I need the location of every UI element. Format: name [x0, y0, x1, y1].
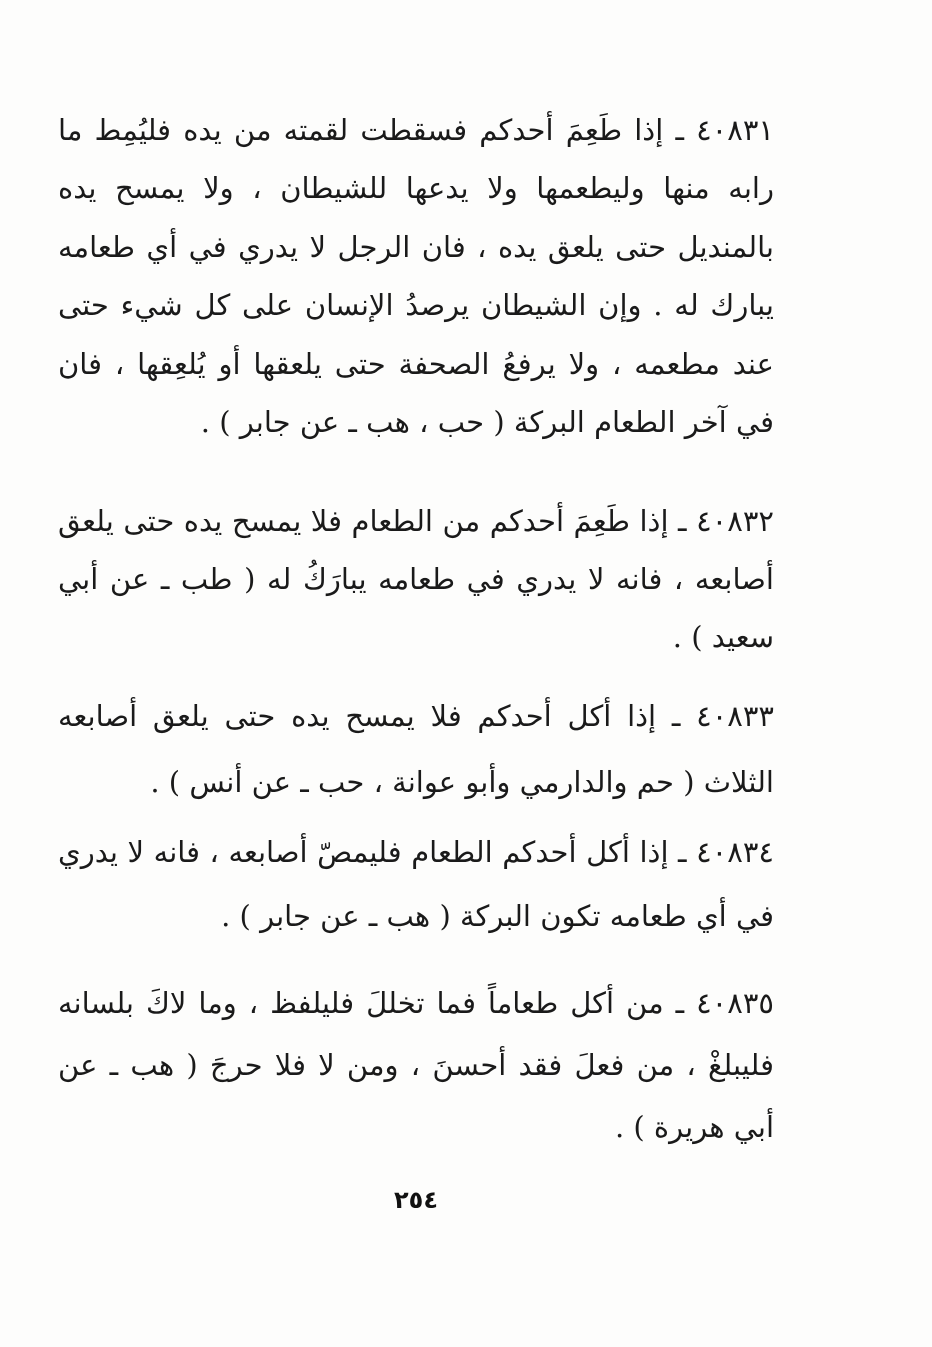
hadith-40832: ٤٠٨٣٢ ـ إذا طَعِمَ أحدكم من الطعام فلا يمسح يده حتى يلعق أصابعه ، فانه لا يدري في طعامه يبارَكُ له ( طب ـ عن أبي سعيد ) . — [58, 504, 774, 654]
page-number: ٢٥٤ — [394, 1186, 438, 1214]
hadith-40831: ٤٠٨٣١ ـ إذا طَعِمَ أحدكم فسقطت لقمته من يده فليُمِط ما رابه منها وليطعمها ولا يدعها للشيطان ، ولا يمسح يده بالمنديل حتى يلعق يده ، فان الرجل لا يدري في أي طعامه يبارك له . وإن الشيطان يرصدُ الإنسان على كل شيء حتى عند مطعمه ، ولا يرفعُ الصحفة حتى يلعقها أو يُلعِقها ، فان في آخر الطعام البركة ( حب ، هب ـ عن جابر ) . — [58, 113, 774, 440]
hadith-40833: ٤٠٨٣٣ ـ إذا أكل أحدكم فلا يمسح يده حتى يلعق أصابعه الثلاث ( حم والدارمي وأبو عوانة ، حب ـ عن أنس ) . — [58, 699, 775, 799]
hadith-40835: ٤٠٨٣٥ ـ من أكل طعاماً فما تخللَ فليلفظ ، وما لاكَ بلسانه فليبلغْ ، من فعلَ فقد أحسنَ ، ومن لا فلا حرجَ ( هب ـ عن أبي هريرة ) . — [58, 986, 774, 1144]
hadith-40834: ٤٠٨٣٤ ـ إذا أكل أحدكم الطعام فليمصّ أصابعه ، فانه لا يدري في أي طعامه تكون البركة ( هب ـ عن جابر ) . — [58, 835, 774, 933]
